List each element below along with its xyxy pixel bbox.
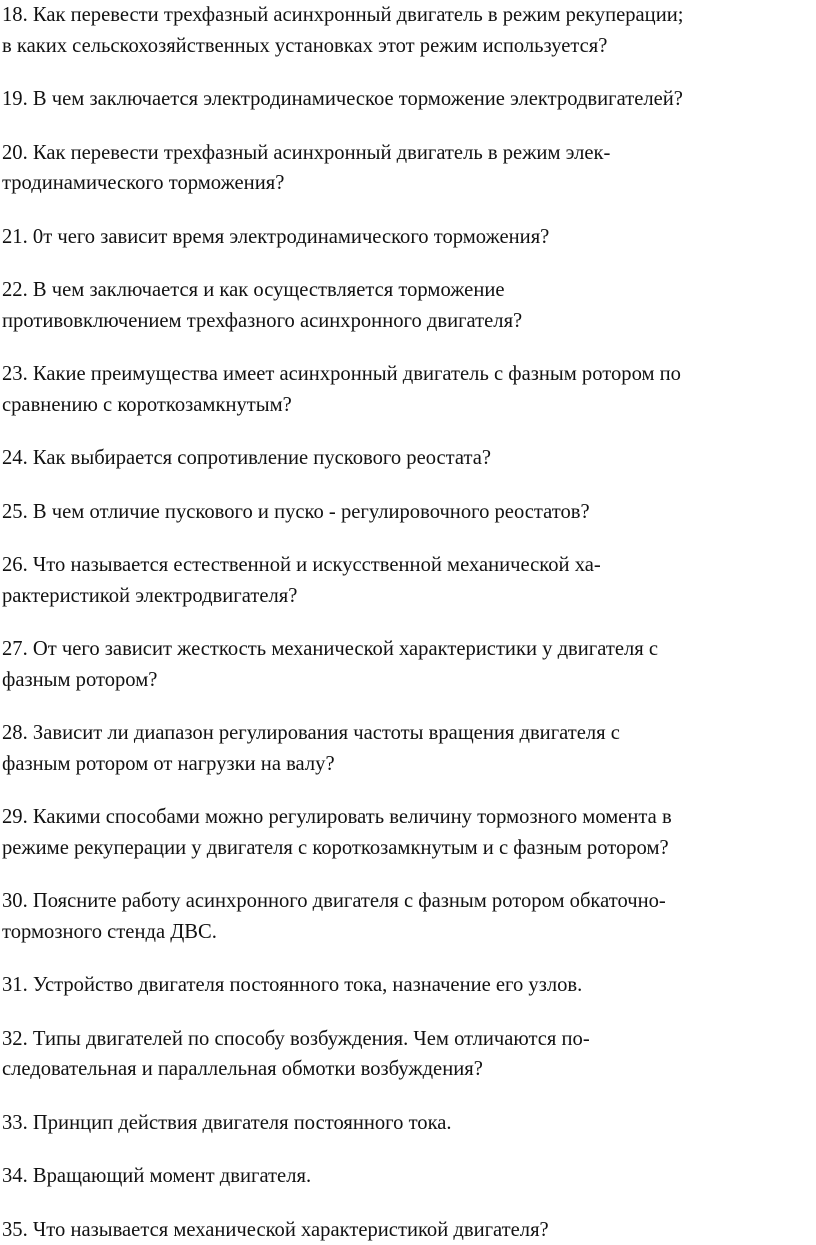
question-line: 29. Какими способами можно регулировать величину тормозного момента в	[2, 802, 814, 833]
question-26	[2, 550, 814, 611]
question-line: 18. Как перевести трехфазный асинхронный двигатель в режим рекуперации;	[2, 0, 814, 31]
question-line: 20. Как перевести трехфазный асинхронный двигатель в режим элек-	[2, 138, 814, 169]
question-line: тормозного стенда ДВС.	[2, 917, 814, 948]
question-19	[2, 84, 814, 115]
question-31	[2, 970, 814, 1001]
question-29	[2, 802, 814, 863]
question-28	[2, 718, 814, 779]
question-line: рактеристикой электродвигателя?	[2, 581, 814, 612]
question-line: 28. Зависит ли диапазон регулирования частоты вращения двигателя с	[2, 718, 814, 749]
question-20	[2, 138, 814, 199]
question-line: 30. Поясните работу асинхронного двигателя с фазным ротором обкаточно-	[2, 886, 814, 917]
paragraph-gap	[2, 947, 814, 970]
question-18	[2, 0, 814, 61]
document-page	[2, 0, 814, 1245]
question-21	[2, 222, 814, 253]
question-line: 35. Что называется механической характеристикой двигателя?	[2, 1215, 814, 1245]
question-line: 22. В чем заключается и как осуществляется торможение	[2, 275, 814, 306]
question-line: режиме рекуперации у двигателя с короткозамкнутым и с фазным ротором?	[2, 833, 814, 864]
question-line: 32. Типы двигателей по способу возбуждения. Чем отличаются по-	[2, 1024, 814, 1055]
question-line: 33. Принцип действия двигателя постоянного тока.	[2, 1108, 814, 1139]
question-line: в каких сельскохозяйственных установках этот режим используется?	[2, 31, 814, 62]
question-line: 31. Устройство двигателя постоянного тока, назначение его узлов.	[2, 970, 814, 1001]
question-line: тродинамического торможения?	[2, 168, 814, 199]
paragraph-gap	[2, 115, 814, 138]
question-22	[2, 275, 814, 336]
paragraph-gap	[2, 61, 814, 84]
question-line: 21. 0т чего зависит время электродинамического торможения?	[2, 222, 814, 253]
paragraph-gap	[2, 1001, 814, 1024]
question-24	[2, 443, 814, 474]
paragraph-gap	[2, 527, 814, 550]
paragraph-gap	[2, 420, 814, 443]
question-25	[2, 497, 814, 528]
question-34	[2, 1161, 814, 1192]
paragraph-gap	[2, 863, 814, 886]
question-line: 25. В чем отличие пускового и пуско - регулировочного реостатов?	[2, 497, 814, 528]
paragraph-gap	[2, 611, 814, 634]
paragraph-gap	[2, 1138, 814, 1161]
question-30	[2, 886, 814, 947]
paragraph-gap	[2, 695, 814, 718]
question-line: 24. Как выбирается сопротивление пускового реостата?	[2, 443, 814, 474]
paragraph-gap	[2, 779, 814, 802]
question-35	[2, 1215, 814, 1245]
question-32	[2, 1024, 814, 1085]
question-line: 19. В чем заключается электродинамическое торможение электродвигателей?	[2, 84, 814, 115]
question-line: 27. От чего зависит жесткость механической характеристики у двигателя с	[2, 634, 814, 665]
paragraph-gap	[2, 252, 814, 275]
paragraph-gap	[2, 199, 814, 222]
paragraph-gap	[2, 1085, 814, 1108]
question-line: 26. Что называется естественной и искусственной механической ха-	[2, 550, 814, 581]
question-23	[2, 359, 814, 420]
question-33	[2, 1108, 814, 1139]
question-line: противовключением трехфазного асинхронного двигателя?	[2, 306, 814, 337]
question-line: фазным ротором от нагрузки на валу?	[2, 749, 814, 780]
question-line: 23. Какие преимущества имеет асинхронный двигатель с фазным ротором по	[2, 359, 814, 390]
paragraph-gap	[2, 474, 814, 497]
question-line: фазным ротором?	[2, 665, 814, 696]
question-line: следовательная и параллельная обмотки возбуждения?	[2, 1054, 814, 1085]
question-27	[2, 634, 814, 695]
question-line: 34. Вращающий момент двигателя.	[2, 1161, 814, 1192]
paragraph-gap	[2, 1192, 814, 1215]
question-line: сравнению с короткозамкнутым?	[2, 390, 814, 421]
paragraph-gap	[2, 336, 814, 359]
